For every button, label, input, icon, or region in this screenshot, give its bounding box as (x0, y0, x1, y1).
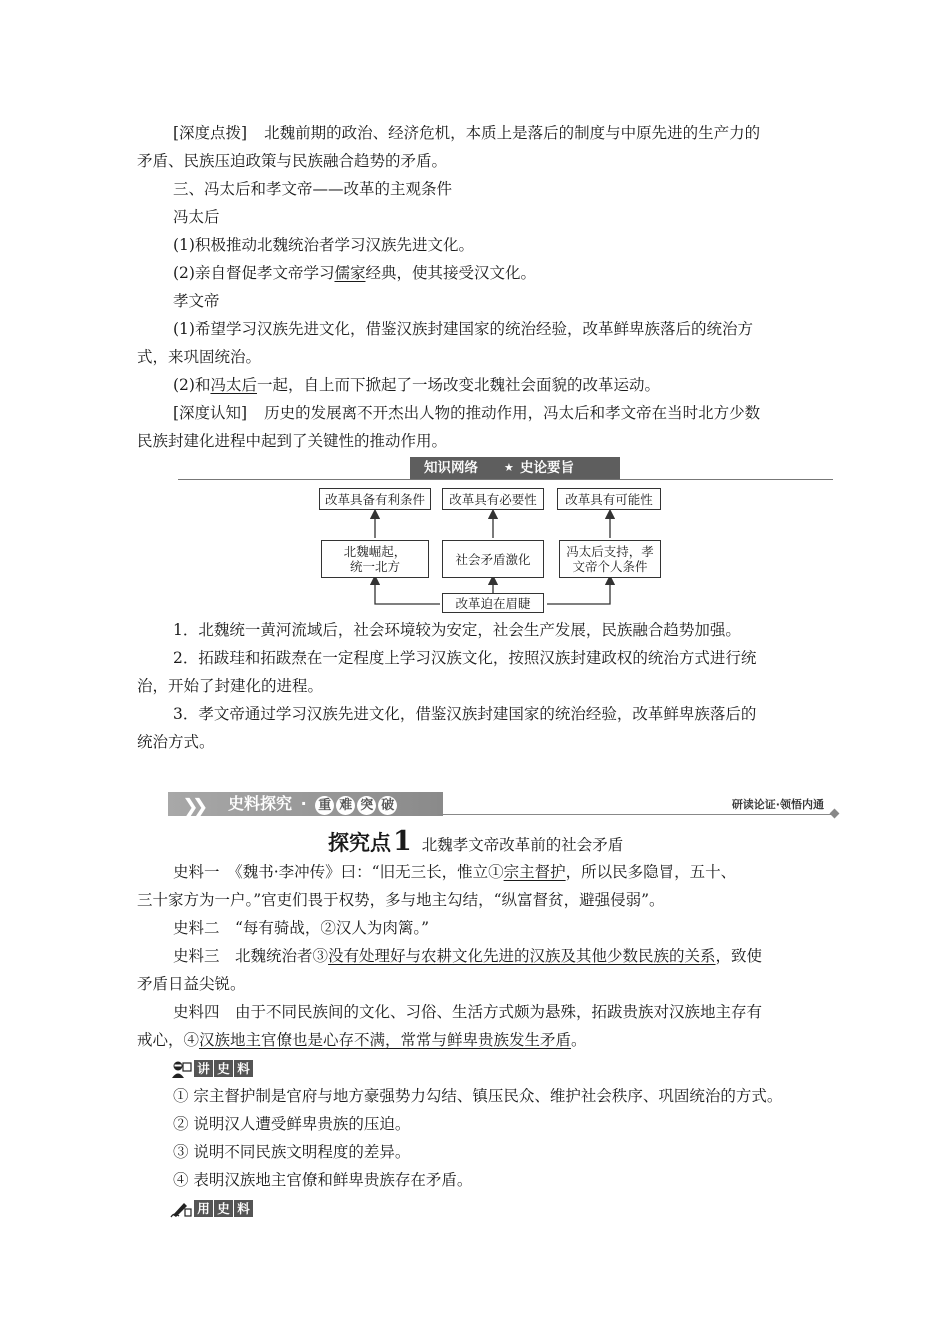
subheading-xiao: 孝文帝 (173, 292, 220, 310)
feng-item-2: (2)亲自督促孝文帝学习儒家经典，使其接受汉文化。 (173, 264, 536, 282)
banner-rule (438, 814, 832, 815)
source-3-line1: 史料三 北魏统治者③没有处理好与农耕文化先进的汉族及其他少数民族的关系，致使 (173, 947, 763, 965)
paragraph-deep-tip-line1: [深度点拨] 北魏前期的政治、经济危机，本质上是落后的制度与中原先进的生产力的 (173, 124, 761, 142)
summary-1: 1．北魏统一黄河流域后，社会环境较为安定，社会生产发展，民族融合趋势加强。 (173, 621, 741, 639)
box-northern-wei-rise: 北魏崛起， 统一北方 (321, 540, 429, 578)
teacher-icon (170, 1060, 194, 1078)
knowledge-diagram (315, 486, 665, 616)
section-heading-3: 三、冯太后和孝文帝——改革的主观条件 (173, 180, 453, 198)
pen-icon (170, 1200, 194, 1218)
chevron-right-icon: ❯❯ (182, 794, 202, 818)
bracket-label: [深度认知] (173, 404, 248, 422)
summary-3-line2: 统治方式。 (137, 733, 215, 751)
summary-2-line1: 2．拓跋珪和拓跋焘在一定程度上学习汉族文化，按照汉族封建政权的统治方式进行统 (173, 649, 757, 667)
explore-point-heading: 探究点1 北魏孝文帝改革前的社会矛盾 (328, 826, 624, 857)
star-icon: ★ (504, 461, 514, 474)
source-4-line2: 戒心，④汉族地主官僚也是心存不满，常常与鲜卑贵族发生矛盾。 (137, 1031, 587, 1049)
xiao-item-2: (2)和冯太后一起，自上而下掀起了一场改变北魏社会面貌的改革运动。 (173, 376, 660, 394)
note-2: ② 说明汉人遭受鲜卑贵族的压迫。 (173, 1115, 411, 1133)
paragraph-deep-tip-line2: 矛盾、民族压迫政策与民族融合趋势的矛盾。 (137, 152, 448, 170)
source-2: 史料二 “每有骑战，②汉人为肉篱。” (173, 919, 430, 937)
box-reform-urgent: 改革迫在眉睫 (442, 593, 544, 613)
subheading-feng: 冯太后 (173, 208, 220, 226)
source-4-line1: 史料四 由于不同民族间的文化、习俗、生活方式颇为悬殊，拓跋贵族对汉族地主存有 (173, 1003, 763, 1021)
note-3: ③ 说明不同民族文明程度的差异。 (173, 1143, 411, 1161)
diamond-icon (830, 809, 840, 819)
bracket-label: [深度点拨] (173, 124, 248, 142)
source-exploration-banner (168, 792, 840, 822)
source-3-line2: 矛盾日益尖锐。 (137, 975, 246, 993)
banner-bar: ❯❯ 史料探究 · 重 难 突 破 (168, 792, 443, 816)
paragraph-deep-cognition-line2: 民族封建化进程中起到了关键性的推动作用。 (137, 432, 448, 450)
box-favorable-conditions: 改革具备有利条件 (319, 488, 431, 510)
note-1: ① 宗主督护制是官府与地方豪强势力勾结、镇压民众、维护社会秩序、巩固统治的方式。 (173, 1087, 783, 1105)
box-social-contradiction: 社会矛盾激化 (442, 540, 544, 578)
box-necessity: 改革具有必要性 (442, 488, 544, 510)
note-4: ④ 表明汉族地主官僚和鲜卑贵族存在矛盾。 (173, 1171, 473, 1189)
box-feng-support: 冯太后支持，孝 文帝个人条件 (559, 540, 661, 578)
explain-sources-tag: 讲 史 料 (170, 1058, 254, 1078)
use-sources-tag: 用 史 料 (170, 1198, 254, 1218)
xiao-item-1-line2: 式，来巩固统治。 (137, 348, 262, 366)
banner-subtitle: 研读论证·领悟内通 (731, 798, 824, 811)
source-1-line1: 史料一 《魏书·李冲传》曰：“旧无三长，惟立①宗主督护，所以民多隐冒，五十、 (173, 863, 737, 881)
source-1-line2: 三十家方为一户。”官吏们畏于权势，多与地主勾结，“纵富督贫，避强侵弱”。 (137, 891, 665, 909)
knowledge-network-banner (178, 457, 833, 481)
feng-item-1: (1)积极推动北魏统治者学习汉族先进文化。 (173, 236, 474, 254)
paragraph-deep-cognition-line1: [深度认知] 历史的发展离不开杰出人物的推动作用，冯太后和孝文帝在当时北方少数 (173, 404, 761, 422)
summary-3-line1: 3．孝文帝通过学习汉族先进文化，借鉴汉族封建国家的统治经验，改革鲜卑族落后的 (173, 705, 757, 723)
banner-rule (178, 479, 833, 480)
banner-tab: 知识网络 ★ 史论要旨 (410, 457, 620, 479)
box-possibility: 改革具有可能性 (557, 488, 661, 510)
xiao-item-1-line1: (1)希望学习汉族先进文化，借鉴汉族封建国家的统治经验，改革鲜卑族落后的统治方 (173, 320, 753, 338)
summary-2-line2: 治，开始了封建化的进程。 (137, 677, 324, 695)
